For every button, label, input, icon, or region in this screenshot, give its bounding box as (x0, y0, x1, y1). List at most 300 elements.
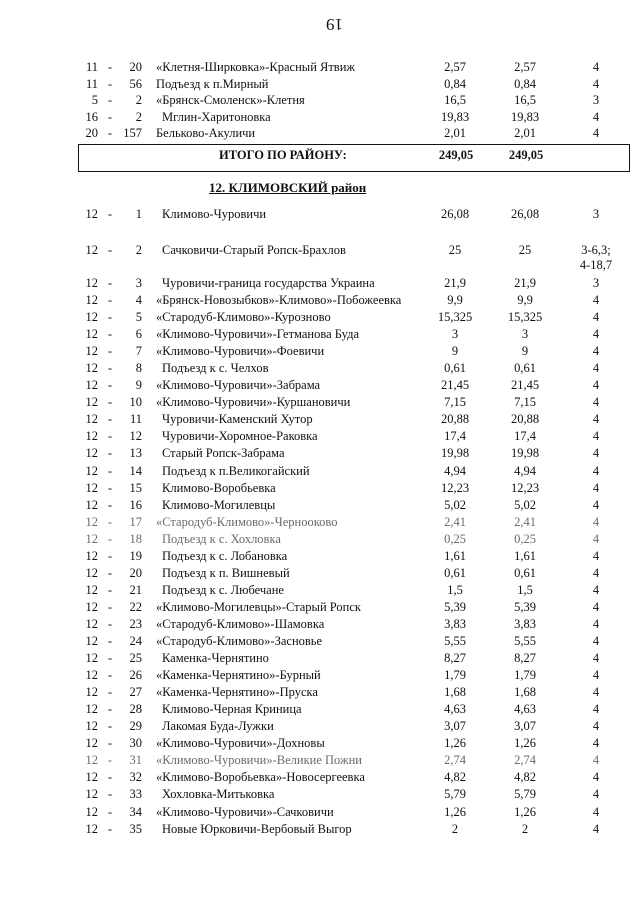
row-dash: - (107, 753, 113, 768)
road-category: 3 (592, 276, 600, 290)
row-dash: - (107, 821, 113, 836)
length-value-2: 8,27 (514, 651, 536, 666)
row-dash: - (107, 514, 113, 529)
road-category: 4 (592, 76, 600, 91)
row-dash: - (107, 109, 113, 124)
length-value-2: 4,63 (514, 702, 536, 717)
road-name: Новые Юрковичи-Вербовый Выгор (162, 821, 352, 836)
row-code-b: 7 (135, 344, 142, 359)
row-code-b: 12 (129, 429, 142, 444)
road-category: 4 (592, 446, 600, 461)
district-total-row (78, 144, 630, 172)
row-code-b: 14 (129, 463, 142, 478)
row-code-a: 12 (85, 821, 98, 836)
length-value-2: 15,325 (507, 310, 543, 325)
length-value-2: 16,5 (514, 93, 536, 107)
table-row (0, 804, 640, 821)
table-row (0, 309, 640, 326)
row-code-a: 12 (85, 344, 98, 359)
road-category: 4 (592, 582, 600, 597)
road-name: Мглин-Харитоновка (162, 109, 271, 124)
road-name: Подъезд к с. Челхов (162, 361, 269, 376)
row-code-a: 12 (85, 412, 98, 427)
table-row (0, 109, 640, 126)
table-row (0, 582, 640, 599)
row-code-b: 10 (129, 395, 142, 410)
length-value-2: 19,98 (510, 446, 540, 461)
road-category: 4 (592, 548, 600, 563)
road-category: 4 (592, 60, 600, 74)
row-dash: - (107, 207, 113, 221)
row-code-a: 12 (85, 565, 98, 580)
table-row (0, 292, 640, 309)
road-category: 4 (592, 565, 600, 580)
length-value-1: 21,9 (444, 276, 466, 290)
length-value-1: 1,68 (444, 685, 466, 700)
length-value-2: 1,61 (514, 548, 536, 563)
row-code-a: 12 (85, 804, 98, 819)
road-category: 4 (592, 344, 600, 359)
row-dash: - (107, 412, 113, 427)
road-category: 4 (592, 668, 600, 683)
length-value-2: 12,23 (510, 480, 540, 495)
row-code-a: 12 (85, 207, 98, 221)
table-row (0, 275, 640, 292)
length-value-1: 16,5 (444, 93, 466, 107)
length-value-1: 1,26 (444, 804, 466, 819)
road-name: Подъезд к п.Мирный (156, 76, 269, 91)
row-code-b: 17 (129, 514, 142, 529)
length-value-1: 9,9 (447, 293, 463, 307)
row-dash: - (107, 634, 113, 648)
length-value-1: 20,88 (440, 412, 470, 427)
road-category: 4 (592, 429, 600, 444)
row-code-a: 12 (85, 480, 98, 495)
row-code-a: 11 (85, 76, 98, 91)
length-value-1: 9 (451, 344, 459, 359)
table-row (0, 445, 640, 462)
road-name: «Климово-Чуровичи»-Куршановичи (156, 395, 351, 410)
length-value-1: 4,94 (444, 463, 466, 478)
table-row (0, 428, 640, 445)
row-code-b: 56 (129, 76, 142, 91)
road-category: 4 (592, 719, 600, 734)
row-dash: - (107, 327, 113, 342)
length-value-2: 2,74 (514, 753, 536, 768)
row-code-a: 12 (85, 685, 98, 700)
road-name: «Климово-Чуровичи»-Великие Пожни (156, 753, 362, 768)
length-value-2: 7,15 (514, 395, 536, 410)
row-dash: - (107, 497, 113, 512)
road-category: 4 (592, 514, 600, 529)
row-code-a: 12 (85, 463, 98, 478)
row-code-a: 12 (85, 310, 98, 325)
table-row (0, 599, 640, 616)
table-row (0, 463, 640, 480)
table-row (0, 377, 640, 394)
row-dash: - (107, 378, 113, 393)
length-value-1: 5,02 (444, 497, 466, 512)
length-value-1: 1,61 (444, 548, 466, 563)
length-value-2: 5,02 (514, 497, 536, 512)
row-code-b: 32 (129, 770, 142, 785)
road-category: 4 (592, 497, 600, 512)
row-dash: - (107, 310, 113, 325)
table-row (0, 701, 640, 718)
row-code-b: 27 (129, 685, 142, 700)
length-value-1: 1,5 (447, 582, 463, 597)
length-value-2: 3 (521, 327, 529, 342)
row-dash: - (107, 719, 113, 734)
row-code-a: 12 (85, 719, 98, 734)
road-category: 3-6,3; (581, 243, 611, 257)
length-value-2: 19,83 (510, 109, 540, 124)
road-name: Сачковичи-Старый Ропск-Брахлов (162, 243, 346, 257)
length-value-2: 1,79 (514, 668, 536, 683)
table-row (0, 497, 640, 514)
length-value-2: 3,07 (514, 719, 536, 734)
length-value-2: 0,84 (514, 76, 536, 91)
row-dash: - (107, 344, 113, 359)
row-code-a: 12 (85, 293, 98, 307)
table-row (0, 242, 640, 272)
row-code-b: 33 (129, 787, 142, 802)
row-dash: - (107, 126, 113, 140)
road-category: 4 (592, 126, 600, 140)
table-row (0, 394, 640, 411)
road-category: 3 (592, 207, 600, 221)
row-code-b: 24 (129, 634, 142, 648)
road-category: 4 (592, 310, 600, 325)
length-value-2: 2,41 (514, 514, 536, 529)
road-name: Чуровичи-Хоромное-Раковка (162, 429, 318, 444)
road-category: 3 (592, 93, 600, 107)
row-code-b: 25 (129, 651, 142, 666)
length-value-1: 2,57 (444, 60, 466, 74)
road-name: «Стародуб-Климово»-Курозново (156, 310, 331, 325)
road-name: Подъезд к с. Любечане (162, 582, 284, 597)
row-code-b: 34 (129, 804, 142, 819)
road-category: 4 (592, 293, 600, 307)
row-dash: - (107, 736, 113, 751)
row-code-a: 12 (85, 548, 98, 563)
row-dash: - (107, 531, 113, 546)
road-name: «Климово-Воробьевка»-Новосергеевка (156, 770, 365, 785)
road-category: 4 (592, 378, 600, 393)
row-dash: - (107, 60, 113, 74)
road-name: «Климово-Могилевцы»-Старый Ропск (156, 599, 361, 614)
row-code-a: 12 (85, 531, 98, 546)
row-dash: - (107, 702, 113, 717)
road-name: Подъезд к с. Лобановка (162, 548, 288, 563)
road-name: «Стародуб-Климово»-Засновье (156, 634, 323, 648)
row-code-b: 31 (129, 753, 142, 768)
row-dash: - (107, 76, 113, 91)
row-dash: - (107, 93, 113, 107)
row-dash: - (107, 429, 113, 444)
row-dash: - (107, 770, 113, 785)
row-dash: - (107, 616, 113, 631)
road-category: 4 (592, 463, 600, 478)
row-dash: - (107, 651, 113, 666)
road-name: Лакомая Буда-Лужки (162, 719, 274, 734)
row-dash: - (107, 548, 113, 563)
row-dash: - (107, 361, 113, 376)
row-code-a: 12 (85, 787, 98, 802)
length-value-1: 3,07 (444, 719, 466, 734)
length-value-2: 0,61 (514, 565, 536, 580)
length-value-2: 1,26 (514, 804, 536, 819)
road-name: «Климово-Чуровичи»-Сачковичи (156, 804, 334, 819)
road-name: «Климово-Чуровичи»-Забрама (156, 378, 321, 393)
length-value-1: 21,45 (440, 378, 470, 393)
row-code-a: 12 (85, 616, 98, 631)
road-category: 4 (592, 599, 600, 614)
row-dash: - (107, 480, 113, 495)
table-row (0, 735, 640, 752)
length-value-1: 0,61 (444, 565, 466, 580)
length-value-2: 9,9 (517, 293, 533, 307)
road-name: Чуровичи-Каменский Хутор (162, 412, 313, 427)
road-name: Бельково-Акуличи (156, 126, 256, 140)
row-dash: - (107, 804, 113, 819)
row-code-a: 12 (85, 651, 98, 666)
length-value-2: 2,01 (514, 126, 536, 140)
row-code-b: 8 (135, 361, 142, 376)
length-value-1: 0,84 (444, 76, 466, 91)
row-dash: - (107, 599, 113, 614)
length-value-2: 2,57 (514, 60, 536, 74)
length-value-1: 2,41 (444, 514, 466, 529)
row-code-b: 26 (129, 668, 142, 683)
table-row (0, 633, 640, 650)
row-code-a: 12 (85, 361, 98, 376)
row-dash: - (107, 685, 113, 700)
length-value-1: 15,325 (437, 310, 473, 325)
row-code-b: 20 (129, 565, 142, 580)
length-value-1: 19,83 (440, 109, 470, 124)
row-code-b: 9 (135, 378, 142, 393)
row-code-a: 12 (85, 497, 98, 512)
length-value-1: 4,63 (444, 702, 466, 717)
table-row (0, 531, 640, 548)
road-name: «Брянск-Смоленск»-Клетня (156, 93, 305, 107)
table-row (0, 616, 640, 633)
row-code-a: 12 (85, 668, 98, 683)
row-dash: - (107, 787, 113, 802)
road-name: «Стародуб-Климово»-Чернооково (156, 514, 338, 529)
road-name: «Стародуб-Климово»-Шамовка (156, 616, 325, 631)
length-value-1: 3,83 (444, 616, 466, 631)
table-row (0, 548, 640, 565)
row-code-b: 16 (129, 497, 142, 512)
road-category: 4 (592, 821, 600, 836)
row-code-b: 15 (129, 480, 142, 495)
road-name: Подъезд к с. Хохловка (162, 531, 281, 546)
length-value-1: 26,08 (440, 207, 470, 221)
table-row (0, 821, 640, 838)
length-value-2: 0,25 (514, 531, 536, 546)
road-category: 4 (592, 327, 600, 342)
row-code-a: 12 (85, 276, 98, 290)
length-value-2: 5,39 (514, 599, 536, 614)
road-category: 4 (592, 109, 600, 124)
total-label: ИТОГО ПО РАЙОНУ: (219, 148, 347, 162)
road-category: 4 (592, 702, 600, 717)
row-code-b: 35 (129, 821, 142, 836)
row-dash: - (107, 446, 113, 461)
length-value-2: 21,45 (510, 378, 540, 393)
row-code-b: 30 (129, 736, 142, 751)
row-code-b: 28 (129, 702, 142, 717)
road-category-line-2: 4-18,7 (579, 258, 613, 272)
row-code-b: 157 (123, 126, 142, 140)
length-value-1: 5,39 (444, 599, 466, 614)
row-code-b: 13 (129, 446, 142, 461)
length-value-1: 1,26 (444, 736, 466, 751)
row-code-a: 12 (85, 702, 98, 717)
road-category: 4 (592, 361, 600, 376)
row-code-b: 5 (135, 310, 142, 325)
length-value-2: 2 (521, 821, 529, 836)
table-row (0, 326, 640, 343)
road-category: 4 (592, 787, 600, 802)
row-code-a: 20 (85, 126, 98, 140)
table-row (0, 360, 640, 377)
road-category: 4 (592, 634, 600, 648)
total-value-1: 249,05 (438, 148, 474, 162)
length-value-2: 1,26 (514, 736, 536, 751)
row-dash: - (107, 463, 113, 478)
road-category: 4 (592, 480, 600, 495)
road-category: 4 (592, 651, 600, 666)
length-value-2: 21,9 (514, 276, 536, 290)
road-category: 4 (592, 753, 600, 768)
road-category: 4 (592, 616, 600, 631)
row-code-a: 12 (85, 378, 98, 393)
row-code-a: 12 (85, 446, 98, 461)
table-row (0, 206, 640, 223)
road-name: Климово-Чуровичи (162, 207, 267, 221)
row-code-a: 12 (85, 429, 98, 444)
table-row (0, 76, 640, 93)
length-value-1: 1,79 (444, 668, 466, 683)
length-value-1: 25 (448, 243, 462, 257)
table-row (0, 514, 640, 531)
road-name: «Климово-Чуровичи»-Дохновы (156, 736, 325, 751)
road-name: «Брянск-Новозыбков»-Климово»-Побожеевка (156, 293, 402, 307)
road-category: 4 (592, 531, 600, 546)
road-name: «Каменка-Чернятино»-Бурный (156, 668, 321, 683)
table-row (0, 684, 640, 701)
page-number: 19 (326, 15, 343, 34)
road-category: 4 (592, 412, 600, 427)
table-row (0, 411, 640, 428)
row-code-a: 12 (85, 599, 98, 614)
total-value-2: 249,05 (508, 148, 544, 162)
length-value-2: 4,82 (514, 770, 536, 785)
table-row (0, 92, 640, 109)
road-name: «Клетня-Ширковка»-Красный Ятвиж (156, 60, 356, 74)
row-code-b: 19 (129, 548, 142, 563)
length-value-2: 5,55 (514, 634, 536, 648)
row-code-a: 12 (85, 514, 98, 529)
row-code-b: 2 (135, 93, 142, 107)
length-value-1: 2,01 (444, 126, 466, 140)
row-dash: - (107, 395, 113, 410)
length-value-2: 20,88 (510, 412, 540, 427)
road-category: 4 (592, 804, 600, 819)
length-value-1: 3 (451, 327, 459, 342)
row-code-b: 20 (129, 60, 142, 74)
row-code-b: 22 (129, 599, 142, 614)
road-name: Климово-Могилевцы (162, 497, 276, 512)
row-dash: - (107, 582, 113, 597)
row-dash: - (107, 565, 113, 580)
row-code-b: 29 (129, 719, 142, 734)
road-category: 4 (592, 685, 600, 700)
row-code-a: 12 (85, 736, 98, 751)
length-value-2: 9 (521, 344, 529, 359)
row-code-b: 2 (135, 243, 142, 257)
row-code-a: 12 (85, 582, 98, 597)
length-value-1: 17,4 (444, 429, 466, 444)
length-value-1: 5,79 (444, 787, 466, 802)
road-category: 4 (592, 770, 600, 785)
row-code-a: 12 (85, 395, 98, 410)
table-row (0, 752, 640, 769)
row-code-b: 2 (135, 109, 142, 124)
table-row (0, 718, 640, 735)
road-name: «Каменка-Чернятино»-Пруска (156, 685, 318, 700)
row-code-b: 1 (135, 207, 142, 221)
length-value-1: 12,23 (440, 480, 470, 495)
table-row (0, 480, 640, 497)
row-code-b: 3 (135, 276, 142, 290)
row-code-a: 16 (85, 109, 98, 124)
road-name: Климово-Черная Криница (162, 702, 302, 717)
row-code-b: 11 (129, 412, 142, 427)
length-value-2: 3,83 (514, 616, 536, 631)
length-value-1: 19,98 (440, 446, 470, 461)
table-row (0, 650, 640, 667)
table-row (0, 786, 640, 803)
table-row (0, 565, 640, 582)
row-code-b: 23 (129, 616, 142, 631)
row-code-a: 12 (85, 243, 98, 257)
row-code-a: 12 (85, 634, 98, 648)
table-row (0, 125, 640, 142)
row-code-b: 21 (129, 582, 142, 597)
row-code-a: 12 (85, 770, 98, 785)
length-value-2: 5,79 (514, 787, 536, 802)
road-category: 4 (592, 736, 600, 751)
length-value-2: 1,5 (517, 582, 533, 597)
road-name: Старый Ропск-Забрама (162, 446, 285, 461)
road-name: Климово-Воробьевка (162, 480, 276, 495)
row-code-b: 6 (135, 327, 142, 342)
length-value-2: 1,68 (514, 685, 536, 700)
row-code-a: 11 (85, 60, 98, 74)
row-code-b: 18 (129, 531, 142, 546)
length-value-2: 17,4 (514, 429, 536, 444)
row-code-b: 4 (135, 293, 142, 307)
length-value-1: 7,15 (444, 395, 466, 410)
length-value-1: 0,25 (444, 531, 466, 546)
row-dash: - (107, 293, 113, 307)
row-code-a: 12 (85, 327, 98, 342)
row-dash: - (107, 243, 113, 257)
